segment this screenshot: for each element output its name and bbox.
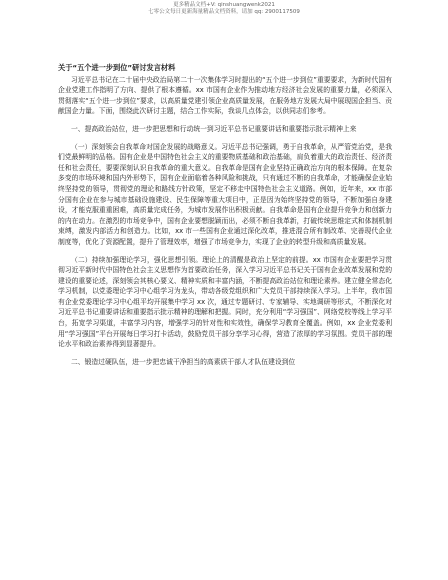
body-paragraph: （二）持续加强理论学习，强化思想引领。理论上的清醒是政治上坚定的前提。xx 市国有企业要把学习贯彻习近平新时代中国特色社会主义思想作为首要政治任务，深入学习习近平总书记关于国有企业改革发展和党的建设的重要论述，深刻领会其核心要义、精神实质和丰富内涵，不断提高政治站位和理论素养。建立健全常态化学习机制，以党委理论学习中心组学习为龙头，带动各级党组织和广大党员干部持续深入学习。上半年，我市国有企业党委理论学习中心组平均开展集中学习 xx 次，通过专题研讨、专家辅导、实地调研等形式，不断深化对习近平总书记重要讲话和重要指示批示精神的理解和把握。同时，充分利用“学习强国”、网络党校等线上学习平台，拓宽学习渠道，丰富学习内容，增强学习的针对性和实效性，确保学习教育全覆盖。例如，xx 企业党委利用“学习强国”平台开展每日学习打卡活动，鼓励党员干部分享学习心得，营造了浓厚的学习氛围。党员干部的理论水平和政治素养得到显著提升。 [58,255,392,349]
section-heading-1: 一、提高政治站位，进一步把思想和行动统一到习近平总书记重要讲话和重要指示批示精神上来 [71,124,357,133]
document-body [58,63,392,374]
document-title: 关于“五个进一步到位”研讨发言材料 [58,63,176,72]
intro-paragraph: 习近平总书记在二十届中央政治局第二十一次集体学习时提出的“五个进一步到位”重要要求，为新时代国有企业党建工作指明了方向、提供了根本遵循。xx 市国有企业作为推动地方经济社会发展的重要力量，必须深入贯彻落实“五个进一步到位”要求，以高质量党建引领企业高质量发展，在服务地方发展大局中展现国企担当、贡献国企力量。下面，围绕此次研讨主题，结合工作实际，我谈几点体会，以供同志们参考。 [58,75,392,116]
page-header [0,0,448,20]
header-line-2: 七零公文每日更新海量精品文档资料，请加 qq: 2900117509 [148,8,300,15]
section-heading-2: 二、锻造过硬队伍，进一步把忠诚干净担当的高素质干部人才队伍建设到位 [71,357,296,366]
body-paragraph: （一）深刻领会自我革命对国企发展的战略意义。习近平总书记强调，勇于自我革命，从严管党治党，是我们党最鲜明的品格。国有企业是中国特色社会主义的重要物质基础和政治基础，肩负着重大的政治责任、经济责任和社会责任，要要深刻认识自我革命的重大意义。自我革命是国有企业坚持正确政治方向的根本保障。在复杂多变的市场环境和国内外形势下，国有企业面临着各种风险和挑战，只有通过不断的自我革命，才能确保企业始终坚持党的领导，贯彻党的理论和路线方针政策，坚定不移走中国特色社会主义道路。例如，近年来，xx 市部分国有企业在参与城市基础设施建设、民生保障等重大项目中，正是因为始终坚持党的领导，不断加强自身建设，才能克服重重困难，高质量完成任务，为城市发展作出积极贡献。自我革命是国有企业提升竞争力和创新力的内在动力。在激烈的市场竞争中，国有企业要想脱颖而出，必须不断自我革新，打破传统思维定式和体制机制束缚，激发内部活力和创造力。比如，xx 市一些国有企业通过深化改革，推进混合所有制改革、完善现代企业制度等，优化了资源配置，提升了管理效率，增强了市场竞争力，实现了企业的转型升级和高质量发展。 [58,142,392,246]
header-line-1: 更多精品文档+V: qinshuangwenk2021 [173,2,275,8]
